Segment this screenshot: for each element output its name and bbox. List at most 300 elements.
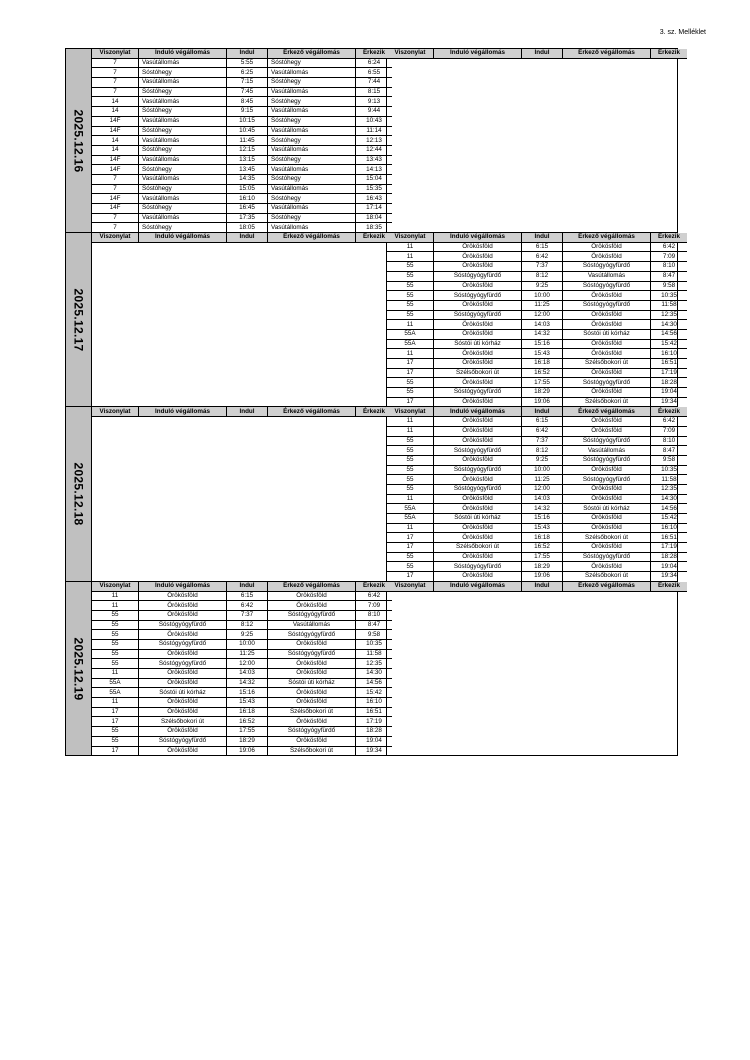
arrival-time-cell: 7:09 — [651, 252, 688, 262]
route-cell: 55 — [387, 465, 434, 475]
table-row — [387, 417, 687, 427]
departure-stop-cell: Sóstóhegy — [139, 165, 227, 175]
departure-time-cell: 7:37 — [227, 610, 268, 620]
route-cell: 14 — [92, 136, 139, 146]
header-departure-time: Indul — [522, 407, 563, 416]
route-cell: 11 — [387, 426, 434, 436]
route-cell: 55A — [92, 688, 139, 698]
header-route: Viszonylat — [92, 233, 139, 242]
departure-stop-cell: Örökösföld — [434, 252, 522, 262]
departure-time-cell: 13:45 — [227, 165, 268, 175]
timetable — [92, 233, 392, 243]
arrival-stop-cell: Sóstógyógyfürdő — [563, 552, 651, 562]
departure-stop-cell: Sóstóhegy — [139, 68, 227, 78]
departure-time-cell: 16:45 — [227, 204, 268, 214]
departure-time-cell: 8:12 — [227, 620, 268, 630]
arrival-stop-cell: Sóstóhegy — [268, 194, 356, 204]
arrival-stop-cell: Sóstói úti kórház — [563, 504, 651, 514]
arrival-stop-cell: Örökösföld — [563, 320, 651, 330]
departure-stop-cell: Vasútállomás — [139, 97, 227, 107]
date-label: 2025.12.18 — [71, 462, 86, 526]
departure-time-cell: 15:16 — [522, 339, 563, 349]
header-arrival-stop: Érkező végállomás — [268, 233, 356, 242]
arrival-stop-cell: Örökösföld — [268, 601, 356, 611]
table-row — [387, 281, 687, 291]
table-row — [92, 136, 392, 146]
arrival-stop-cell: Vasútállomás — [268, 204, 356, 214]
arrival-time-cell: 16:10 — [356, 698, 393, 708]
route-cell: 7 — [92, 58, 139, 68]
table-row — [387, 465, 687, 475]
departure-time-cell: 14:03 — [522, 320, 563, 330]
departure-time-cell: 6:42 — [522, 426, 563, 436]
arrival-stop-cell: Örökösföld — [563, 523, 651, 533]
arrival-time-cell: 19:04 — [651, 388, 688, 398]
arrival-stop-cell: Örökösföld — [563, 291, 651, 301]
route-cell: 55 — [387, 446, 434, 456]
table-body — [92, 591, 392, 755]
timetable — [387, 49, 687, 59]
route-cell: 55A — [387, 329, 434, 339]
departure-stop-cell: Örökösföld — [139, 591, 227, 601]
header-arrival-stop: Érkező végállomás — [268, 407, 356, 416]
arrival-time-cell: 19:04 — [356, 736, 393, 746]
departure-time-cell: 17:55 — [522, 552, 563, 562]
route-cell: 11 — [387, 242, 434, 252]
departure-stop-cell: Örökösföld — [434, 455, 522, 465]
table-row — [387, 388, 687, 398]
table-row — [92, 58, 392, 68]
route-cell: 55 — [387, 291, 434, 301]
arrival-time-cell: 6:24 — [356, 58, 393, 68]
departure-time-cell: 17:35 — [227, 213, 268, 223]
arrival-stop-cell: Sóstóhegy — [268, 78, 356, 88]
header-departure-time: Indul — [522, 49, 563, 58]
table-row — [92, 591, 392, 601]
arrival-time-cell: 8:47 — [651, 271, 688, 281]
arrival-time-cell: 11:58 — [651, 300, 688, 310]
header-departure-stop: Induló végállomás — [434, 233, 522, 242]
arrival-stop-cell: Örökösföld — [563, 388, 651, 398]
table-row — [92, 155, 392, 165]
route-cell: 55 — [387, 310, 434, 320]
header-arrival-time: Érkezik — [356, 407, 393, 416]
table-row — [387, 455, 687, 465]
departure-stop-cell: Örökösföld — [434, 417, 522, 427]
departure-time-cell: 6:15 — [522, 242, 563, 252]
arrival-stop-cell: Örökösföld — [563, 417, 651, 427]
table-row — [387, 484, 687, 494]
departure-stop-cell: Örökösföld — [434, 494, 522, 504]
arrival-time-cell: 9:58 — [651, 281, 688, 291]
table-row — [387, 572, 687, 581]
arrival-time-cell: 7:09 — [651, 426, 688, 436]
table-row — [92, 194, 392, 204]
departure-time-cell: 17:55 — [522, 378, 563, 388]
arrival-stop-cell: Sóstói úti kórház — [268, 678, 356, 688]
header-row — [92, 407, 392, 416]
departure-time-cell: 16:18 — [522, 533, 563, 543]
table-row — [92, 610, 392, 620]
route-cell: 17 — [387, 543, 434, 553]
route-cell: 11 — [387, 252, 434, 262]
arrival-time-cell: 13:43 — [356, 155, 393, 165]
departure-time-cell: 19:06 — [227, 746, 268, 755]
arrival-time-cell: 10:35 — [651, 465, 688, 475]
arrival-stop-cell: Szélsőbokori út — [563, 572, 651, 581]
arrival-time-cell: 16:51 — [356, 707, 393, 717]
arrival-time-cell: 11:14 — [356, 126, 393, 136]
departure-stop-cell: Sóstóhegy — [139, 204, 227, 214]
route-cell: 17 — [387, 397, 434, 406]
route-cell: 55 — [387, 562, 434, 572]
header-route: Viszonylat — [387, 407, 434, 416]
departure-stop-cell: Örökösföld — [434, 242, 522, 252]
timetable-right-half — [387, 233, 681, 406]
departure-time-cell: 15:05 — [227, 184, 268, 194]
arrival-time-cell: 6:42 — [356, 591, 393, 601]
arrival-stop-cell: Örökösföld — [268, 591, 356, 601]
table-row — [387, 494, 687, 504]
table-row — [92, 223, 392, 232]
arrival-time-cell: 15:42 — [651, 514, 688, 524]
arrival-stop-cell: Vasútállomás — [268, 184, 356, 194]
route-cell: 7 — [92, 78, 139, 88]
departure-stop-cell: Vasútállomás — [139, 78, 227, 88]
arrival-time-cell: 14:30 — [651, 320, 688, 330]
table-row — [92, 727, 392, 737]
table-row — [92, 184, 392, 194]
table-row — [92, 707, 392, 717]
route-cell: 55 — [387, 484, 434, 494]
departure-time-cell: 6:25 — [227, 68, 268, 78]
arrival-stop-cell: Sóstógyógyfürdő — [563, 475, 651, 485]
route-cell: 55A — [92, 678, 139, 688]
arrival-stop-cell: Örökösföld — [563, 310, 651, 320]
departure-stop-cell: Sóstógyógyfürdő — [434, 310, 522, 320]
arrival-stop-cell: Vasútállomás — [268, 126, 356, 136]
arrival-time-cell: 8:10 — [651, 436, 688, 446]
departure-stop-cell: Örökösföld — [139, 601, 227, 611]
departure-stop-cell: Sóstóhegy — [139, 107, 227, 117]
departure-stop-cell: Sóstógyógyfürdő — [434, 465, 522, 475]
route-cell: 55 — [92, 610, 139, 620]
arrival-stop-cell: Sóstógyógyfürdő — [563, 378, 651, 388]
header-departure-stop: Induló végállomás — [434, 407, 522, 416]
departure-stop-cell: Szélsőbokori út — [434, 543, 522, 553]
departure-time-cell: 9:25 — [522, 455, 563, 465]
departure-stop-cell: Örökösföld — [434, 349, 522, 359]
arrival-stop-cell: Örökösföld — [268, 688, 356, 698]
departure-stop-cell: Örökösföld — [434, 320, 522, 330]
arrival-time-cell: 9:58 — [356, 630, 393, 640]
departure-stop-cell: Sóstógyógyfürdő — [139, 639, 227, 649]
arrival-time-cell: 7:44 — [356, 78, 393, 88]
route-cell: 11 — [387, 494, 434, 504]
arrival-time-cell: 14:13 — [356, 165, 393, 175]
table-header — [92, 49, 392, 58]
date-label: 2025.12.19 — [71, 636, 86, 701]
departure-time-cell: 10:00 — [522, 291, 563, 301]
header-row — [387, 582, 687, 591]
route-cell: 17 — [387, 572, 434, 581]
route-cell: 11 — [387, 417, 434, 427]
arrival-time-cell: 8:10 — [356, 610, 393, 620]
departure-time-cell: 14:03 — [227, 669, 268, 679]
route-cell: 11 — [387, 349, 434, 359]
header-row — [92, 49, 392, 58]
arrival-time-cell: 9:13 — [356, 97, 393, 107]
departure-stop-cell: Sóstóhegy — [139, 87, 227, 97]
arrival-time-cell: 12:35 — [651, 310, 688, 320]
arrival-time-cell: 15:04 — [356, 174, 393, 184]
arrival-time-cell: 12:35 — [356, 659, 393, 669]
header-departure-time: Indul — [522, 233, 563, 242]
route-cell: 11 — [92, 669, 139, 679]
arrival-stop-cell: Örökösföld — [563, 484, 651, 494]
header-arrival-stop: Érkező végállomás — [563, 582, 651, 591]
day-block — [65, 581, 681, 756]
table-row — [92, 601, 392, 611]
departure-stop-cell: Sóstóhegy — [139, 223, 227, 232]
route-cell: 17 — [92, 717, 139, 727]
route-cell: 7 — [92, 184, 139, 194]
header-departure-stop: Induló végállomás — [434, 49, 522, 58]
arrival-stop-cell: Örökösföld — [563, 339, 651, 349]
route-cell: 14 — [92, 107, 139, 117]
arrival-stop-cell: Örökösföld — [268, 669, 356, 679]
arrival-time-cell: 18:35 — [366, 223, 382, 231]
table-row — [92, 126, 392, 136]
timetable-right-half — [387, 407, 681, 580]
table-row — [92, 639, 392, 649]
departure-stop-cell: Örökösföld — [434, 281, 522, 291]
arrival-time-cell: 12:44 — [356, 145, 393, 155]
departure-stop-cell: Sóstógyógyfürdő — [434, 271, 522, 281]
departure-stop-cell: Sóstógyógyfürdő — [434, 562, 522, 572]
departure-stop-cell: Sóstógyógyfürdő — [139, 736, 227, 746]
header-departure-stop: Induló végállomás — [139, 407, 227, 416]
departure-time-cell: 7:45 — [227, 87, 268, 97]
departure-time-cell: 11:25 — [522, 300, 563, 310]
table-row — [387, 523, 687, 533]
timetable — [387, 233, 687, 406]
departure-stop-cell: Vasútállomás — [139, 116, 227, 126]
route-cell: 55 — [387, 262, 434, 272]
departure-time-cell: 19:06 — [522, 572, 563, 581]
header-arrival-time: Érkezik — [651, 233, 688, 242]
arrival-stop-cell: Szélsőbokori út — [268, 707, 356, 717]
arrival-stop-cell: Sóstóhegy — [268, 213, 356, 223]
table-row — [387, 436, 687, 446]
arrival-time-cell: 19:34 — [366, 746, 382, 754]
timetable — [387, 407, 687, 580]
departure-stop-cell: Sóstói úti kórház — [139, 688, 227, 698]
arrival-time-cell: 19:34 — [661, 398, 677, 406]
header-route: Viszonylat — [387, 49, 434, 58]
arrival-time-cell: 11:58 — [651, 475, 688, 485]
departure-stop-cell: Örökösföld — [139, 707, 227, 717]
arrival-time-cell: 10:43 — [356, 116, 393, 126]
table-row — [387, 368, 687, 378]
table-row — [387, 514, 687, 524]
arrival-time-cell: 18:28 — [356, 727, 393, 737]
arrival-stop-cell: Sóstógyógyfürdő — [563, 436, 651, 446]
departure-stop-cell: Örökösföld — [139, 678, 227, 688]
page-label: 3. sz. Melléklet — [659, 29, 706, 36]
departure-stop-cell: Örökösföld — [434, 552, 522, 562]
route-cell: 17 — [92, 707, 139, 717]
arrival-time-cell: 8:47 — [651, 446, 688, 456]
arrival-stop-cell: Örökösföld — [563, 426, 651, 436]
header-route: Viszonylat — [92, 582, 139, 591]
route-cell: 55A — [387, 339, 434, 349]
arrival-stop-cell: Örökösföld — [563, 465, 651, 475]
table-header — [387, 233, 687, 242]
route-cell: 55 — [387, 475, 434, 485]
departure-time-cell: 9:25 — [522, 281, 563, 291]
header-arrival-time: Érkezik — [356, 233, 393, 242]
header-arrival-time: Érkezik — [651, 49, 688, 58]
departure-time-cell: 15:16 — [522, 514, 563, 524]
departure-time-cell: 12:15 — [227, 145, 268, 155]
route-cell: 55 — [92, 727, 139, 737]
departure-time-cell: 18:29 — [522, 562, 563, 572]
route-cell: 7 — [92, 87, 139, 97]
arrival-stop-cell: Vasútállomás — [268, 87, 356, 97]
departure-time-cell: 16:18 — [227, 707, 268, 717]
arrival-time-cell: 10:35 — [356, 639, 393, 649]
departure-time-cell: 10:00 — [522, 465, 563, 475]
route-cell: 55 — [387, 300, 434, 310]
departure-time-cell: 16:18 — [522, 359, 563, 369]
table-row — [92, 649, 392, 659]
header-arrival-stop: Érkező végállomás — [563, 407, 651, 416]
timetable — [92, 582, 392, 755]
table-row — [387, 446, 687, 456]
timetable-left-half — [92, 582, 387, 755]
arrival-stop-cell: Sóstóhegy — [268, 155, 356, 165]
arrival-time-cell: 19:04 — [651, 562, 688, 572]
departure-time-cell: 12:00 — [227, 659, 268, 669]
header-arrival-time: Érkezik — [356, 582, 393, 591]
header-route: Viszonylat — [387, 233, 434, 242]
arrival-stop-cell: Sóstógyógyfürdő — [268, 649, 356, 659]
table-row — [387, 271, 687, 281]
departure-time-cell: 11:25 — [522, 475, 563, 485]
route-cell: 55 — [387, 552, 434, 562]
departure-time-cell: 9:25 — [227, 630, 268, 640]
header-arrival-stop: Érkező végállomás — [268, 49, 356, 58]
departure-stop-cell: Szélsőbokori út — [139, 717, 227, 727]
departure-time-cell: 15:43 — [227, 698, 268, 708]
arrival-time-cell: 6:42 — [651, 417, 688, 427]
departure-stop-cell: Örökösföld — [139, 649, 227, 659]
day-block — [65, 232, 681, 406]
departure-stop-cell: Örökösföld — [434, 397, 522, 406]
table-row — [387, 310, 687, 320]
day-block — [65, 48, 681, 232]
table-row — [92, 630, 392, 640]
departure-time-cell: 6:42 — [227, 601, 268, 611]
route-cell: 11 — [92, 601, 139, 611]
departure-stop-cell: Örökösföld — [434, 426, 522, 436]
arrival-time-cell: 9:44 — [356, 107, 393, 117]
header-arrival-stop: Érkező végállomás — [268, 582, 356, 591]
departure-time-cell: 19:06 — [522, 397, 563, 406]
table-row — [387, 359, 687, 369]
departure-stop-cell: Örökösföld — [434, 329, 522, 339]
route-cell: 55 — [92, 649, 139, 659]
route-cell: 14F — [92, 204, 139, 214]
arrival-stop-cell: Sóstógyógyfürdő — [563, 455, 651, 465]
arrival-stop-cell: Szélsőbokori út — [268, 746, 356, 755]
timetable — [92, 407, 392, 417]
table-row — [92, 688, 392, 698]
arrival-time-cell: 19:34 — [661, 572, 677, 580]
route-cell: 55 — [387, 271, 434, 281]
departure-time-cell: 7:37 — [522, 436, 563, 446]
route-cell: 14F — [92, 126, 139, 136]
departure-time-cell: 14:35 — [227, 174, 268, 184]
table-row — [92, 97, 392, 107]
departure-time-cell: 6:15 — [522, 417, 563, 427]
arrival-stop-cell: Vasútállomás — [268, 165, 356, 175]
table-header — [92, 582, 392, 591]
departure-time-cell: 16:52 — [227, 717, 268, 727]
header-arrival-time: Érkezik — [356, 49, 393, 58]
table-header — [92, 407, 392, 416]
arrival-stop-cell: Sóstógyógyfürdő — [563, 300, 651, 310]
table-row — [387, 475, 687, 485]
arrival-stop-cell: Örökösföld — [563, 543, 651, 553]
header-route: Viszonylat — [92, 49, 139, 58]
departure-stop-cell: Örökösföld — [434, 300, 522, 310]
arrival-time-cell: 15:42 — [356, 688, 393, 698]
departure-stop-cell: Szélsőbokori út — [434, 368, 522, 378]
arrival-stop-cell: Örökösföld — [563, 494, 651, 504]
table-row — [92, 698, 392, 708]
date-cell — [66, 233, 92, 406]
departure-stop-cell: Sóstóhegy — [139, 126, 227, 136]
table-row — [92, 116, 392, 126]
route-cell: 55 — [92, 630, 139, 640]
arrival-time-cell: 15:42 — [651, 339, 688, 349]
date-cell — [66, 407, 92, 580]
table-row — [92, 87, 392, 97]
arrival-stop-cell: Sóstógyógyfürdő — [268, 630, 356, 640]
departure-stop-cell: Örökösföld — [434, 262, 522, 272]
arrival-stop-cell: Örökösföld — [563, 562, 651, 572]
arrival-time-cell: 10:35 — [651, 291, 688, 301]
date-cell — [66, 49, 92, 232]
route-cell: 55 — [387, 378, 434, 388]
arrival-stop-cell: Örökösföld — [563, 242, 651, 252]
table-row — [92, 736, 392, 746]
departure-stop-cell: Örökösföld — [434, 523, 522, 533]
arrival-stop-cell: Sóstóhegy — [268, 174, 356, 184]
table-row — [92, 165, 392, 175]
route-cell: 7 — [92, 213, 139, 223]
route-cell: 11 — [92, 591, 139, 601]
departure-time-cell: 8:45 — [227, 97, 268, 107]
timetable-left-half — [92, 49, 387, 232]
departure-time-cell: 18:29 — [522, 388, 563, 398]
table-row — [387, 320, 687, 330]
header-departure-time: Indul — [227, 582, 268, 591]
departure-time-cell: 10:15 — [227, 116, 268, 126]
arrival-stop-cell: Vasútállomás — [268, 68, 356, 78]
